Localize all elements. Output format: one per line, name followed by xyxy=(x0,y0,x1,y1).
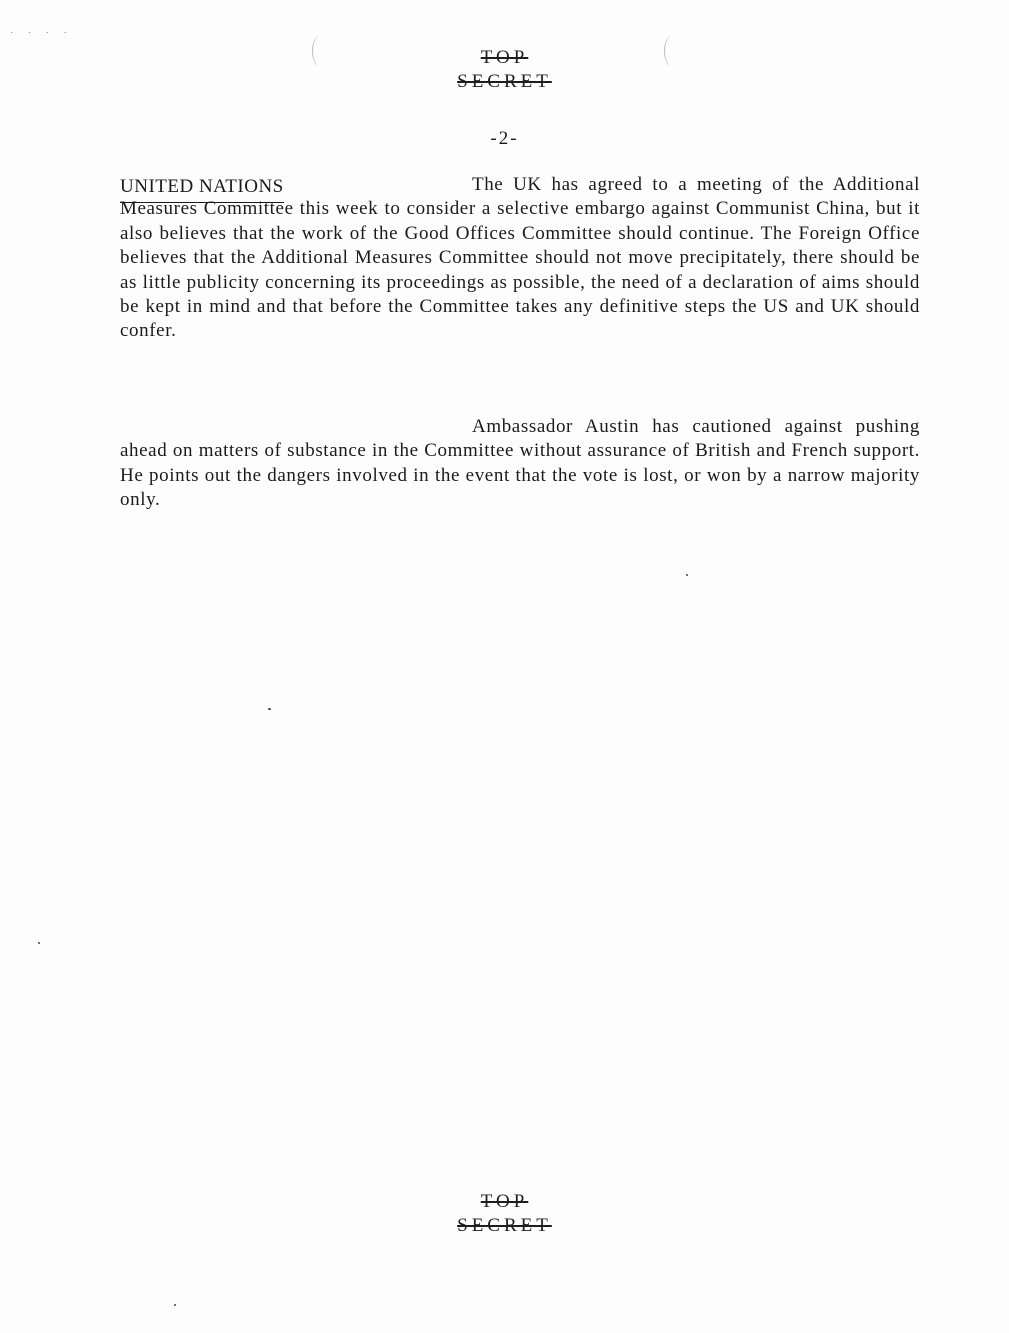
body-paragraph-2: Ambassador Austin has cautioned against pushing ahead on matters of substance in the Committee without assurance of British and French support. He points out the dangers involved in the event that the vote is lost, or won by a narrow majority only. xyxy=(120,416,920,511)
page-number: -2- xyxy=(490,128,519,149)
body-paragraph-1: The UK has agreed to a meeting of the Additional Measures Committee this week to consider a selective embargo against Communist China, but it also believes that the work of the Good Offices Committee should continue. The Foreign Office believes that the Additional Measures Committee should not move precipitately, there should be as little publicity concerning its proceedings as possible, the need of a declaration of aims should be kept in mind and that before the Committee takes any definitive steps the US and UK should confer. xyxy=(120,174,920,342)
scan-speck xyxy=(38,942,40,944)
classification-line-secret: SECRET xyxy=(457,1215,552,1236)
scan-speck xyxy=(268,708,271,710)
scan-edge-marks: · · · · xyxy=(10,28,73,39)
classification-line-top: TOP xyxy=(480,1191,529,1212)
bottom-classification-marking xyxy=(0,1190,1009,1238)
section-heading: UNITED NATIONS xyxy=(120,176,284,203)
classification-line-secret: SECRET xyxy=(457,71,552,92)
scan-speck xyxy=(686,574,688,576)
top-classification-marking xyxy=(0,46,1009,94)
scan-speck xyxy=(174,1304,176,1306)
classification-line-top: TOP xyxy=(480,47,529,68)
